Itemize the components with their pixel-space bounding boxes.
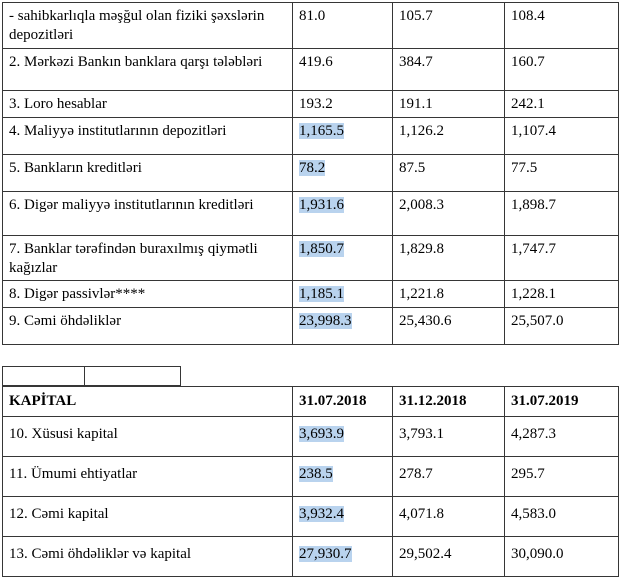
row-label: 3. Loro hesablar xyxy=(3,91,293,118)
selected-value-text: 1,850.7 xyxy=(299,241,344,257)
value-cell xyxy=(293,417,393,457)
value-cell: 87.5 xyxy=(393,155,505,192)
row-label: 10. Xüsusi kapital xyxy=(3,417,293,457)
value-cell: 1,221.8 xyxy=(393,281,505,308)
selected-value-text: 23,998.3 xyxy=(299,313,352,330)
table-row xyxy=(3,457,619,497)
selected-value-text: 3,693.9 xyxy=(299,426,344,443)
table-row xyxy=(3,236,619,281)
selected-value-text: 1,185.1 xyxy=(299,286,344,303)
value-cell: 108.4 xyxy=(505,3,619,49)
value-cell: 419.6 xyxy=(293,49,393,91)
row-label: 8. Digər passivlər**** xyxy=(3,281,293,308)
value-cell xyxy=(293,192,393,236)
table-row xyxy=(3,118,619,155)
value-cell: 191.1 xyxy=(393,91,505,118)
value-cell xyxy=(293,308,393,345)
value-cell: 3,793.1 xyxy=(393,417,505,457)
row-label: 9. Cəmi öhdəliklər xyxy=(3,308,293,345)
selected-value-text: 3,932.4 xyxy=(299,506,344,523)
table-row xyxy=(3,91,619,118)
table-row xyxy=(3,281,619,308)
capital-header-row xyxy=(3,387,619,417)
value-cell: 30,090.0 xyxy=(505,537,619,577)
row-label: 12. Cəmi kapital xyxy=(3,497,293,537)
selected-value-text: 27,930.7 xyxy=(299,546,352,563)
value-cell: 160.7 xyxy=(505,49,619,91)
value-cell: 77.5 xyxy=(505,155,619,192)
column-header-date-3: 31.07.2019 xyxy=(505,387,619,417)
table-row xyxy=(3,308,619,345)
table-row xyxy=(3,3,619,49)
capital-table xyxy=(2,386,619,577)
value-cell xyxy=(293,537,393,577)
value-cell: 1,898.7 xyxy=(505,192,619,236)
value-cell: 25,507.0 xyxy=(505,308,619,345)
selected-value-text: 1,165.5 xyxy=(299,123,344,139)
value-cell: 81.0 xyxy=(293,3,393,49)
liabilities-table xyxy=(2,2,619,345)
selected-value-text: 1,931.6 xyxy=(299,197,344,213)
column-header-date-1: 31.07.2018 xyxy=(293,387,393,417)
row-label: 13. Cəmi öhdəliklər və kapital xyxy=(3,537,293,577)
row-label: 2. Mərkəzi Bankın banklara qarşı tələbləri xyxy=(3,49,293,91)
row-label: 7. Banklar tərəfindən buraxılmış qiymətli kağızlar xyxy=(3,236,293,281)
selected-value-text: 238.5 xyxy=(299,466,333,483)
capital-section-title: KAPİTAL xyxy=(3,387,293,417)
value-cell: 4,071.8 xyxy=(393,497,505,537)
value-cell: 1,747.7 xyxy=(505,236,619,281)
row-label: 11. Ümumi ehtiyatlar xyxy=(3,457,293,497)
value-cell: 29,502.4 xyxy=(393,537,505,577)
value-cell: 1,829.8 xyxy=(393,236,505,281)
table-row xyxy=(3,192,619,236)
value-cell: 4,583.0 xyxy=(505,497,619,537)
row-label: 5. Bankların kreditləri xyxy=(3,155,293,192)
row-label: - sahibkarlıqla məşğul olan fiziki şəxslərin depozitləri xyxy=(3,3,293,49)
table-row xyxy=(3,497,619,537)
value-cell: 242.1 xyxy=(505,91,619,118)
value-cell: 295.7 xyxy=(505,457,619,497)
row-label: 4. Maliyyə institutlarının depozitləri xyxy=(3,118,293,155)
value-cell xyxy=(293,118,393,155)
empty-cell xyxy=(84,366,181,386)
table-row xyxy=(3,155,619,192)
value-cell xyxy=(293,457,393,497)
value-cell xyxy=(293,281,393,308)
table-row xyxy=(3,417,619,457)
value-cell: 1,107.4 xyxy=(505,118,619,155)
row-label: 6. Digər maliyyə institutlarının kreditləri xyxy=(3,192,293,236)
value-cell: 105.7 xyxy=(393,3,505,49)
value-cell xyxy=(293,155,393,192)
value-cell xyxy=(293,497,393,537)
value-cell: 278.7 xyxy=(393,457,505,497)
column-header-date-2: 31.12.2018 xyxy=(393,387,505,417)
table-row xyxy=(3,537,619,577)
value-cell: 4,287.3 xyxy=(505,417,619,457)
value-cell: 1,126.2 xyxy=(393,118,505,155)
value-cell: 1,228.1 xyxy=(505,281,619,308)
value-cell: 384.7 xyxy=(393,49,505,91)
value-cell: 25,430.6 xyxy=(393,308,505,345)
value-cell: 193.2 xyxy=(293,91,393,118)
selected-value-text: 78.2 xyxy=(299,160,326,176)
orphan-row-fragment xyxy=(2,366,618,386)
empty-cell xyxy=(2,366,85,386)
value-cell xyxy=(293,236,393,281)
table-row xyxy=(3,49,619,91)
value-cell: 2,008.3 xyxy=(393,192,505,236)
